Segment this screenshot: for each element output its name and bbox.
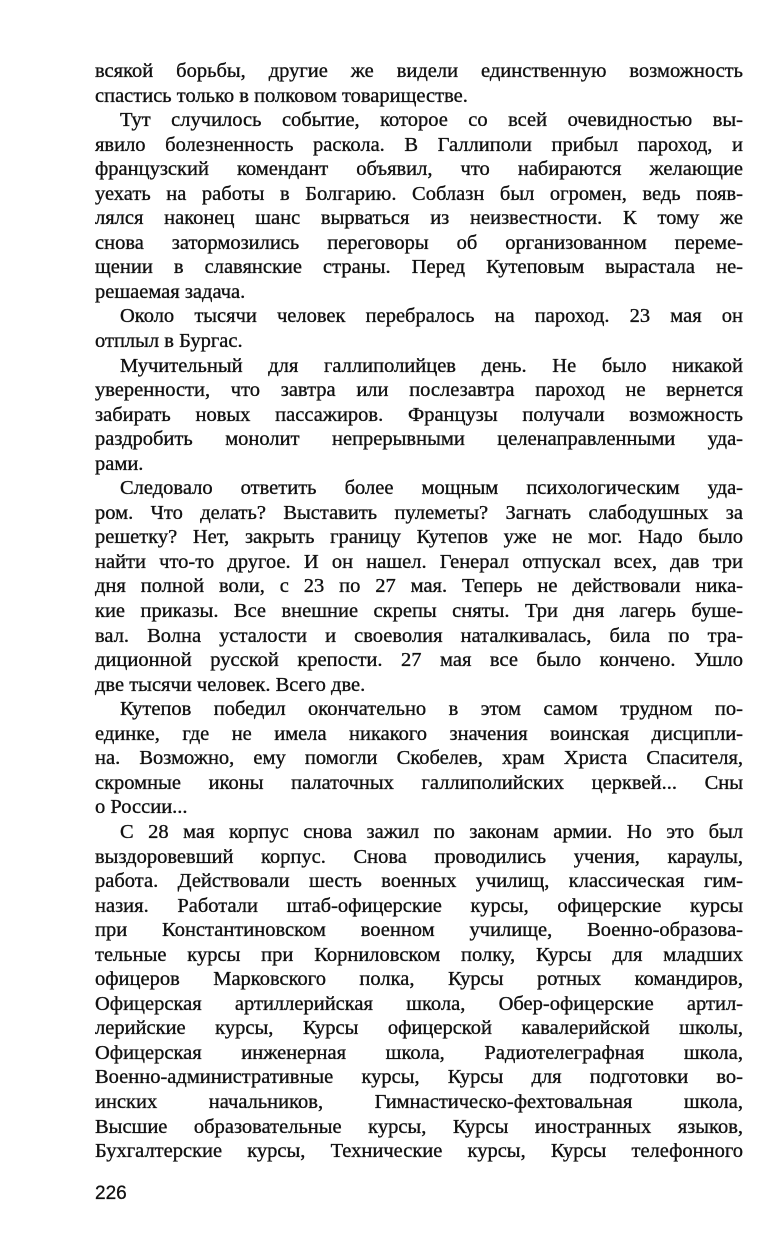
text-line: диционной русской крепости. 27 мая все было кончено. Ушло [95,649,743,672]
text-line: решаемая задача. [95,280,246,303]
paragraph [95,476,743,697]
text-line: Бухгалтерские курсы, Технические курсы, Курсы телефонного [95,1140,743,1163]
paragraph [95,59,743,108]
text-line: Высшие образовательные курсы, Курсы иностранных языков, [95,1115,743,1138]
text-line: дня полной воли, с 23 по 27 мая. Теперь не действовали ника- [95,575,743,598]
text-line: Следовало ответить более мощным психологическим уда- [120,477,743,500]
text-line: инских начальников, Гимнастическо-фехтовальная школа, [95,1090,743,1113]
text-line: спастись только в полковом товариществе. [95,84,468,107]
text-line: Офицерская артиллерийская школа, Обер-офицерские артил- [95,992,743,1015]
paragraph [95,108,743,304]
text-line: две тысячи человек. Всего две. [95,673,366,696]
text-line: уехать на работы в Болгарию. Соблазн был огромен, ведь появ- [95,182,743,205]
text-line: решетку? Нет, закрыть границу Кутепов уже не мог. Надо было [95,526,743,549]
text-line: Офицерская инженерная школа, Радиотелеграфная школа, [95,1041,743,1064]
page-body-text [95,59,743,1164]
text-line: снова затормозились переговоры об организованном переме- [95,231,743,254]
text-line: забирать новых пассажиров. Французы получали возможность [95,403,743,426]
text-line: лялся наконец шанс вырваться из неизвестности. К тому же [95,207,743,230]
text-line: найти что-то другое. И он нашел. Генерал отпускал всех, дав три [95,550,743,573]
text-line: работа. Действовали шесть военных училищ, классическая гим- [95,870,743,893]
text-line: щении в славянские страны. Перед Кутеповым вырастала не- [95,256,743,279]
text-line: рами. [95,452,144,475]
text-line: о России... [95,796,188,819]
paragraph [95,820,743,1164]
paragraph [95,354,743,477]
text-line: ром. Что делать? Выставить пулеметы? Загнать слабодушных за [95,501,743,524]
text-line: кие приказы. Все внешние скрепы сняты. Три дня лагерь буше- [95,600,743,623]
text-line: явило болезненность раскола. В Галлиполи прибыл пароход, и [95,133,743,156]
text-line: С 28 мая корпус снова зажил по законам армии. Но это был [120,820,743,843]
page-number: 226 [95,1183,127,1204]
text-line: скромные иконы палаточных галлиполийских церквей... Сны [95,771,743,794]
text-line: Тут случилось событие, которое со всей очевидностью вы- [120,109,743,132]
text-line: назия. Работали штаб-офицерские курсы, офицерские курсы [95,894,743,917]
text-line: Военно-административные курсы, Курсы для подготовки во- [95,1066,743,1089]
text-line: уверенности, что завтра или послезавтра пароход не вернется [95,379,743,402]
text-line: при Константиновском военном училище, Военно-образова- [95,919,743,942]
text-line: французский комендант объявил, что набираются желающие [95,158,743,181]
text-line: вал. Волна усталости и своеволия наталкивалась, била по тра- [95,624,743,647]
text-line: всякой борьбы, другие же видели единственную возможность [95,60,743,82]
text-line: отплыл в Бургас. [95,330,243,353]
text-line: Кутепов победил окончательно в этом самом трудном по- [120,698,743,721]
paragraph [95,304,743,353]
text-line: единке, где не имела никакого значения воинская дисципли- [95,722,743,745]
text-line: раздробить монолит непрерывными целенаправленными уда- [95,428,743,451]
text-line: на. Возможно, ему помогли Скобелев, храм Христа Спасителя, [95,747,743,770]
paragraph [95,697,743,820]
text-line: тельные курсы при Корниловском полку, Курсы для младших [95,943,743,966]
text-line: лерийские курсы, Курсы офицерской кавалерийской школы, [95,1017,743,1040]
text-line: выздоровевший корпус. Снова проводились учения, караулы, [95,845,743,868]
text-line: офицеров Марковского полка, Курсы ротных командиров, [95,968,743,991]
text-line: Около тысячи человек перебралось на пароход. 23 мая он [120,305,743,328]
text-line: Мучительный для галлиполийцев день. Не было никакой [120,354,743,377]
